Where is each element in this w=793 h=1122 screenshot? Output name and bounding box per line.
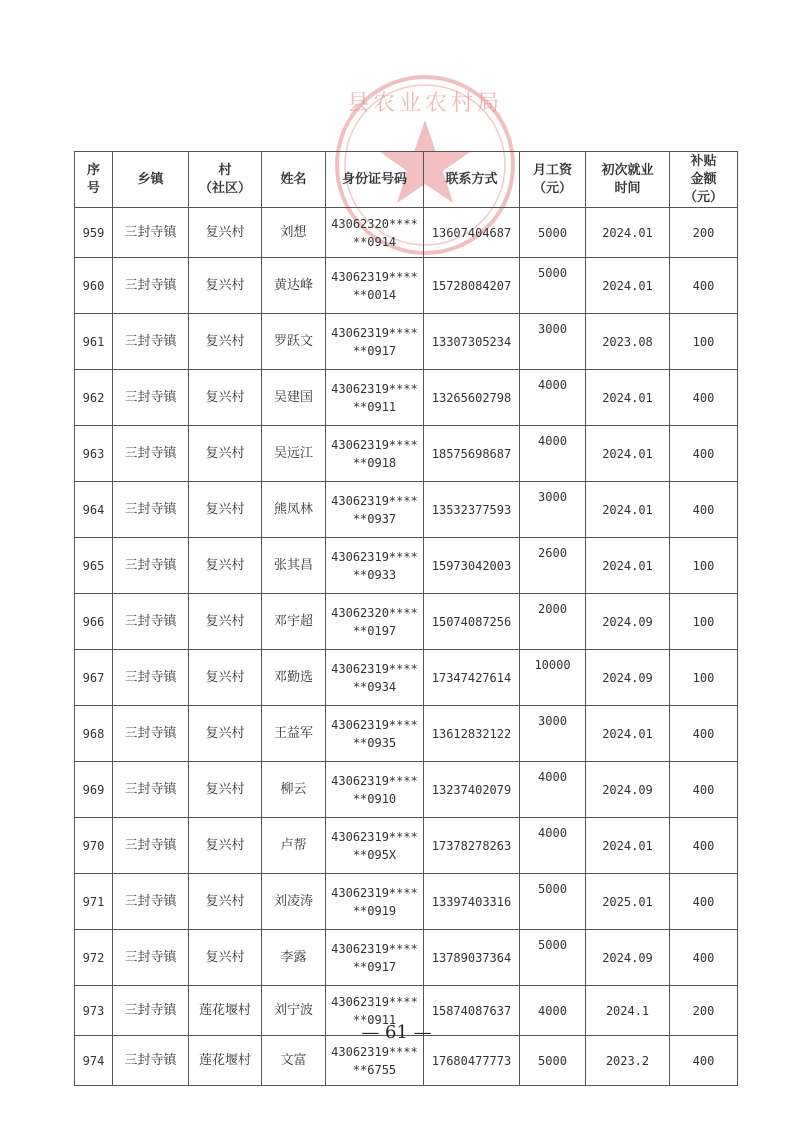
name-cell: 罗跃文 xyxy=(262,314,326,370)
village-cell: 复兴村 xyxy=(189,482,262,538)
header-town: 乡镇 xyxy=(113,152,189,208)
salary-cell: 10000 xyxy=(520,650,586,706)
id-cell xyxy=(326,930,424,986)
salary-cell: 2600 xyxy=(520,538,586,594)
salary-cell: 2000 xyxy=(520,594,586,650)
name-cell: 文富 xyxy=(262,1036,326,1086)
header-subsidy: 补贴 金额 （元） xyxy=(670,152,738,208)
salary-cell: 5000 xyxy=(520,930,586,986)
salary-cell: 3000 xyxy=(520,706,586,762)
table-row xyxy=(75,258,738,314)
id-part-1: 43062319**** xyxy=(331,717,418,732)
town-cell: 三封寺镇 xyxy=(113,482,189,538)
phone-cell: 13607404687 xyxy=(424,208,520,258)
id-cell xyxy=(326,650,424,706)
id-part-2: **0911 xyxy=(352,1012,397,1027)
header-phone: 联系方式 xyxy=(424,152,520,208)
village-cell: 复兴村 xyxy=(189,650,262,706)
phone-cell: 13307305234 xyxy=(424,314,520,370)
id-cell xyxy=(326,594,424,650)
phone-cell: 17378278263 xyxy=(424,818,520,874)
header-name: 姓名 xyxy=(262,152,326,208)
id-part-2: **0937 xyxy=(352,511,397,526)
name-cell: 黄达峰 xyxy=(262,258,326,314)
first-job-cell: 2024.09 xyxy=(586,650,670,706)
phone-cell: 17347427614 xyxy=(424,650,520,706)
first-job-cell: 2024.09 xyxy=(586,762,670,818)
first-job-cell: 2024.01 xyxy=(586,208,670,258)
seq-cell: 966 xyxy=(75,594,113,650)
phone-cell: 13789037364 xyxy=(424,930,520,986)
first-job-cell: 2024.09 xyxy=(586,930,670,986)
town-cell: 三封寺镇 xyxy=(113,426,189,482)
town-cell: 三封寺镇 xyxy=(113,538,189,594)
first-job-cell: 2024.01 xyxy=(586,706,670,762)
village-cell: 复兴村 xyxy=(189,208,262,258)
table-row xyxy=(75,482,738,538)
id-cell xyxy=(326,370,424,426)
salary-cell: 5000 xyxy=(520,208,586,258)
subsidy-cell: 400 xyxy=(670,1036,738,1086)
svg-text:县农业农村局: 县农业农村局 xyxy=(346,91,504,116)
id-part-1: 43062319**** xyxy=(331,549,418,564)
id-part-1: 43062319**** xyxy=(331,381,418,396)
id-part-2: **0917 xyxy=(352,959,397,974)
seq-cell: 964 xyxy=(75,482,113,538)
phone-cell: 13237402079 xyxy=(424,762,520,818)
seq-cell: 960 xyxy=(75,258,113,314)
town-cell: 三封寺镇 xyxy=(113,986,189,1036)
id-part-1: 43062319**** xyxy=(331,437,418,452)
town-cell: 三封寺镇 xyxy=(113,208,189,258)
salary-cell: 3000 xyxy=(520,314,586,370)
table-row xyxy=(75,314,738,370)
name-cell: 邓勤选 xyxy=(262,650,326,706)
name-cell: 刘凌涛 xyxy=(262,874,326,930)
town-cell: 三封寺镇 xyxy=(113,594,189,650)
salary-cell: 5000 xyxy=(520,258,586,314)
id-cell xyxy=(326,706,424,762)
name-cell: 李露 xyxy=(262,930,326,986)
name-cell: 吴远江 xyxy=(262,426,326,482)
name-cell: 张其昌 xyxy=(262,538,326,594)
table-row xyxy=(75,930,738,986)
id-part-1: 43062319**** xyxy=(331,325,418,340)
seq-cell: 959 xyxy=(75,208,113,258)
id-part-2: **095X xyxy=(352,847,397,862)
subsidy-cell: 400 xyxy=(670,762,738,818)
id-part-2: **0014 xyxy=(352,287,397,302)
table-row xyxy=(75,594,738,650)
id-part-2: **0934 xyxy=(352,679,397,694)
id-cell xyxy=(326,1036,424,1086)
table-row xyxy=(75,1036,738,1086)
subsidy-cell: 400 xyxy=(670,370,738,426)
table-row xyxy=(75,370,738,426)
header-row xyxy=(75,152,738,208)
subsidy-cell: 400 xyxy=(670,818,738,874)
phone-cell: 13397403316 xyxy=(424,874,520,930)
name-cell: 柳云 xyxy=(262,762,326,818)
table-row xyxy=(75,818,738,874)
village-cell: 复兴村 xyxy=(189,538,262,594)
seq-cell: 970 xyxy=(75,818,113,874)
id-part-1: 43062319**** xyxy=(331,829,418,844)
table-row xyxy=(75,706,738,762)
header-first-job: 初次就业 时间 xyxy=(586,152,670,208)
name-cell: 邓宇超 xyxy=(262,594,326,650)
name-cell: 王益军 xyxy=(262,706,326,762)
id-cell xyxy=(326,482,424,538)
salary-cell: 4000 xyxy=(520,762,586,818)
seq-cell: 973 xyxy=(75,986,113,1036)
phone-cell: 13532377593 xyxy=(424,482,520,538)
seq-cell: 963 xyxy=(75,426,113,482)
subsidy-cell: 400 xyxy=(670,482,738,538)
id-part-2: **6755 xyxy=(352,1062,397,1077)
id-part-1: 43062319**** xyxy=(331,269,418,284)
id-part-2: **0911 xyxy=(352,399,397,414)
phone-cell: 13265602798 xyxy=(424,370,520,426)
table-row xyxy=(75,538,738,594)
subsidy-cell: 400 xyxy=(670,874,738,930)
village-cell: 复兴村 xyxy=(189,930,262,986)
id-part-1: 43062319**** xyxy=(331,661,418,676)
town-cell: 三封寺镇 xyxy=(113,650,189,706)
town-cell: 三封寺镇 xyxy=(113,874,189,930)
table-row xyxy=(75,762,738,818)
first-job-cell: 2024.01 xyxy=(586,482,670,538)
phone-cell: 15874087637 xyxy=(424,986,520,1036)
id-part-2: **0197 xyxy=(352,623,397,638)
table-row xyxy=(75,650,738,706)
village-cell: 复兴村 xyxy=(189,706,262,762)
salary-cell: 4000 xyxy=(520,426,586,482)
first-job-cell: 2023.2 xyxy=(586,1036,670,1086)
seq-cell: 962 xyxy=(75,370,113,426)
name-cell: 卢帮 xyxy=(262,818,326,874)
seq-cell: 968 xyxy=(75,706,113,762)
id-part-1: 43062319**** xyxy=(331,941,418,956)
id-cell xyxy=(326,874,424,930)
id-part-2: **0935 xyxy=(352,735,397,750)
first-job-cell: 2024.01 xyxy=(586,426,670,482)
id-cell xyxy=(326,258,424,314)
town-cell: 三封寺镇 xyxy=(113,706,189,762)
first-job-cell: 2024.01 xyxy=(586,258,670,314)
page-number: — 61 — xyxy=(361,1022,432,1043)
first-job-cell: 2025.01 xyxy=(586,874,670,930)
subsidy-cell: 200 xyxy=(670,208,738,258)
town-cell: 三封寺镇 xyxy=(113,818,189,874)
id-cell xyxy=(326,762,424,818)
subsidy-table xyxy=(74,151,738,1086)
first-job-cell: 2024.1 xyxy=(586,986,670,1036)
village-cell: 复兴村 xyxy=(189,874,262,930)
village-cell: 复兴村 xyxy=(189,818,262,874)
name-cell: 熊凤林 xyxy=(262,482,326,538)
header-village: 村 （社区） xyxy=(189,152,262,208)
header-salary: 月工资 （元） xyxy=(520,152,586,208)
salary-cell: 4000 xyxy=(520,818,586,874)
first-job-cell: 2024.01 xyxy=(586,370,670,426)
id-cell xyxy=(326,426,424,482)
subsidy-cell: 400 xyxy=(670,258,738,314)
id-part-1: 43062320**** xyxy=(331,605,418,620)
id-cell xyxy=(326,314,424,370)
town-cell: 三封寺镇 xyxy=(113,762,189,818)
subsidy-cell: 100 xyxy=(670,314,738,370)
village-cell: 莲花堰村 xyxy=(189,986,262,1036)
subsidy-cell: 200 xyxy=(670,986,738,1036)
phone-cell: 18575698687 xyxy=(424,426,520,482)
table-row xyxy=(75,426,738,482)
id-part-2: **0914 xyxy=(352,234,397,249)
id-part-2: **0919 xyxy=(352,903,397,918)
id-part-2: **0933 xyxy=(352,567,397,582)
header-seq: 序 号 xyxy=(75,152,113,208)
salary-cell: 5000 xyxy=(520,1036,586,1086)
first-job-cell: 2024.01 xyxy=(586,538,670,594)
seq-cell: 974 xyxy=(75,1036,113,1086)
id-part-1: 43062320**** xyxy=(331,216,418,231)
first-job-cell: 2024.09 xyxy=(586,594,670,650)
seq-cell: 969 xyxy=(75,762,113,818)
salary-cell: 4000 xyxy=(520,986,586,1036)
subsidy-cell: 400 xyxy=(670,706,738,762)
name-cell: 刘想 xyxy=(262,208,326,258)
town-cell: 三封寺镇 xyxy=(113,930,189,986)
header-id: 身份证号码 xyxy=(326,152,424,208)
id-cell xyxy=(326,538,424,594)
phone-cell: 13612832122 xyxy=(424,706,520,762)
seq-cell: 965 xyxy=(75,538,113,594)
phone-cell: 15973042003 xyxy=(424,538,520,594)
village-cell: 复兴村 xyxy=(189,370,262,426)
town-cell: 三封寺镇 xyxy=(113,314,189,370)
salary-cell: 4000 xyxy=(520,370,586,426)
phone-cell: 15728084207 xyxy=(424,258,520,314)
id-cell xyxy=(326,208,424,258)
first-job-cell: 2024.01 xyxy=(586,818,670,874)
seq-cell: 967 xyxy=(75,650,113,706)
town-cell: 三封寺镇 xyxy=(113,1036,189,1086)
subsidy-cell: 400 xyxy=(670,930,738,986)
id-part-1: 43062319**** xyxy=(331,773,418,788)
id-part-2: **0910 xyxy=(352,791,397,806)
village-cell: 复兴村 xyxy=(189,426,262,482)
salary-cell: 3000 xyxy=(520,482,586,538)
id-part-2: **0918 xyxy=(352,455,397,470)
id-part-1: 43062319**** xyxy=(331,885,418,900)
id-part-1: 43062319**** xyxy=(331,994,418,1009)
subsidy-cell: 400 xyxy=(670,426,738,482)
village-cell: 复兴村 xyxy=(189,762,262,818)
subsidy-cell: 100 xyxy=(670,650,738,706)
id-part-1: 43062319**** xyxy=(331,1044,418,1059)
seq-cell: 971 xyxy=(75,874,113,930)
village-cell: 莲花堰村 xyxy=(189,1036,262,1086)
name-cell: 刘宁波 xyxy=(262,986,326,1036)
first-job-cell: 2023.08 xyxy=(586,314,670,370)
id-part-2: **0917 xyxy=(352,343,397,358)
subsidy-cell: 100 xyxy=(670,538,738,594)
subsidy-cell: 100 xyxy=(670,594,738,650)
seq-cell: 961 xyxy=(75,314,113,370)
village-cell: 复兴村 xyxy=(189,594,262,650)
seq-cell: 972 xyxy=(75,930,113,986)
table-row xyxy=(75,874,738,930)
town-cell: 三封寺镇 xyxy=(113,258,189,314)
table-row xyxy=(75,208,738,258)
id-part-1: 43062319**** xyxy=(331,493,418,508)
village-cell: 复兴村 xyxy=(189,314,262,370)
salary-cell: 5000 xyxy=(520,874,586,930)
phone-cell: 15074087256 xyxy=(424,594,520,650)
phone-cell: 17680477773 xyxy=(424,1036,520,1086)
village-cell: 复兴村 xyxy=(189,258,262,314)
name-cell: 吴建国 xyxy=(262,370,326,426)
town-cell: 三封寺镇 xyxy=(113,370,189,426)
id-cell xyxy=(326,818,424,874)
